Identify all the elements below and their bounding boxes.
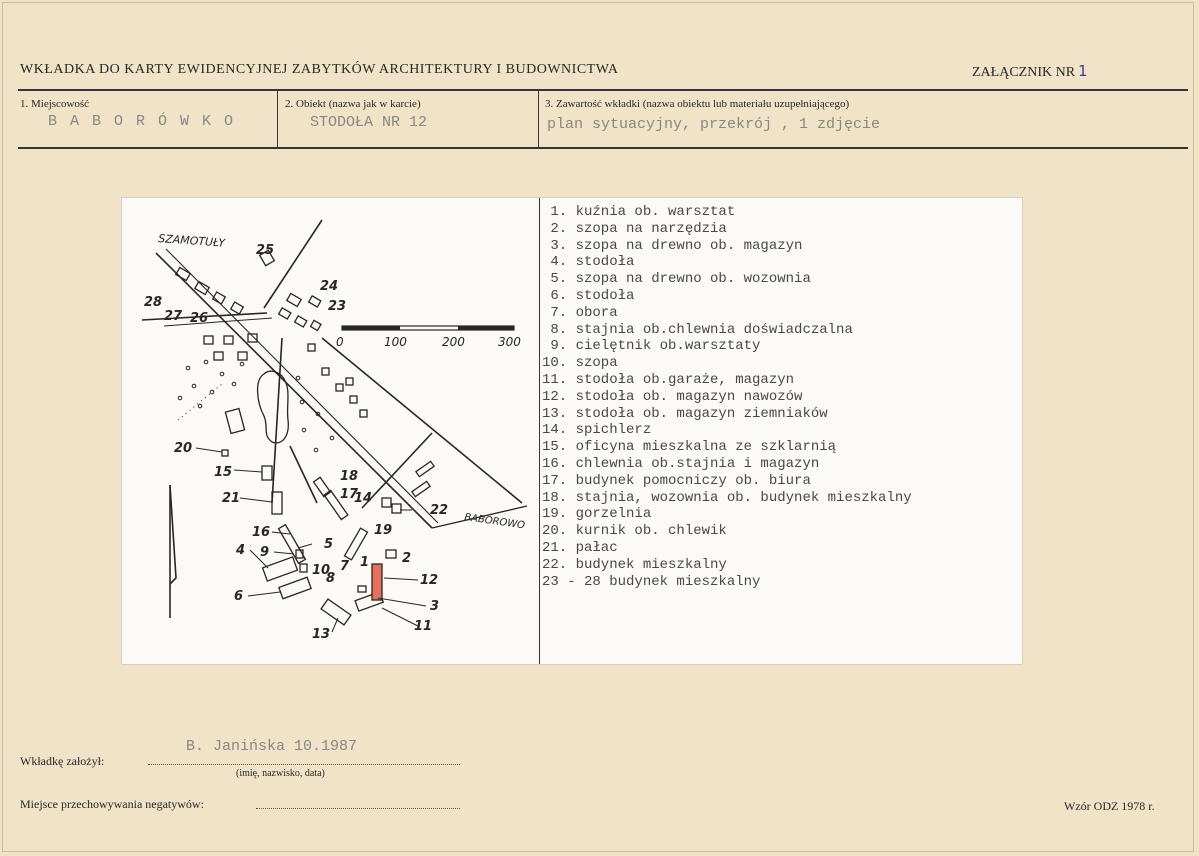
locality-value: B A B O R Ó W K O — [48, 113, 236, 130]
highlighted-barn-12 — [372, 564, 382, 600]
map-number-11: 11 — [414, 619, 433, 634]
legend-item: 16. chlewnia ob.stajnia i magazyn — [542, 455, 820, 472]
legend-item: 7. obora — [542, 304, 618, 321]
content-value: plan sytuacyjny, przekrój , 1 zdjęcie — [547, 116, 881, 133]
content-label: 3. Zawartość wkładki (nazwa obiektu lub materiału uzupełniającego) — [545, 98, 850, 110]
legend-item: 12. stodoła ob. magazyn nawozów — [542, 388, 803, 405]
scale-tick-200: 200 — [442, 335, 465, 349]
map-number-25: 25 — [256, 243, 275, 258]
legend-item: 3. szopa na drewno ob. magazyn — [542, 237, 803, 254]
map-number-24: 24 — [320, 279, 339, 294]
object-label: 2. Obiekt (nazwa jak w karcie) — [285, 98, 421, 110]
map-number-2: 2 — [402, 551, 412, 566]
map-number-4: 4 — [236, 543, 246, 558]
map-number-14: 14 — [354, 491, 373, 506]
map-number-6: 6 — [234, 589, 244, 604]
map-number-20: 20 — [174, 441, 193, 456]
form-code: Wzór ODZ 1978 r. — [1064, 799, 1155, 813]
header-rule — [18, 89, 1188, 91]
map-number-18: 18 — [340, 469, 359, 484]
legend-item: 22. budynek mieszkalny — [542, 556, 727, 573]
legend-item: 4. stodoła — [542, 254, 635, 271]
annex-label-text: ZAŁĄCZNIK NR — [972, 65, 1076, 80]
legend-item: 19. gorzelnia — [542, 506, 652, 523]
legend-item: 10. szopa — [542, 355, 618, 372]
map-number-7: 7 — [340, 559, 350, 574]
fields-bottom-rule — [18, 147, 1188, 149]
map-number-16: 16 — [252, 525, 271, 540]
legend-item: 11. stodoła ob.garaże, magazyn — [542, 371, 795, 388]
map-number-23: 23 — [328, 299, 347, 314]
building-legend — [542, 204, 1012, 590]
map-number-26: 26 — [190, 311, 209, 326]
map-number-15: 15 — [214, 465, 233, 480]
legend-item: 6. stodoła — [542, 287, 635, 304]
map-number-19: 19 — [374, 523, 393, 538]
scale-bar — [342, 326, 514, 330]
legend-item: 5. szopa na drewno ob. wozownia — [542, 271, 811, 288]
legend-item: 15. oficyna mieszkalna ze szklarnią — [542, 439, 837, 456]
label-baborowo: BABOROWO — [463, 512, 526, 532]
legend-item: 20. kurnik ob. chlewik — [542, 523, 727, 540]
map-number-28: 28 — [144, 295, 163, 310]
scale-tick-300: 300 — [498, 335, 521, 349]
map-number-8: 8 — [326, 571, 336, 586]
author-dotted-line — [148, 764, 460, 765]
locality-label: 1. Miejscowość — [20, 98, 90, 110]
field-divider-1 — [277, 90, 278, 147]
site-plan-sheet — [121, 197, 1023, 665]
annex-number: 1 — [1078, 62, 1088, 80]
site-plan-drawing — [122, 198, 542, 664]
negatives-label: Miejsce przechowywania negatywów: — [20, 797, 204, 811]
legend-item: 17. budynek pomocniczy ob. biura — [542, 472, 811, 489]
map-number-13: 13 — [312, 627, 331, 642]
pond-outline — [258, 371, 289, 443]
legend-item: 2. szopa na narzędzia — [542, 220, 727, 237]
legend-item: 23 - 28 budynek mieszkalny — [542, 573, 761, 590]
author-value: B. Janińska 10.1987 — [186, 738, 358, 755]
map-number-21: 21 — [222, 491, 241, 506]
label-szamotuly: SZAMOTUŁY — [157, 232, 226, 250]
legend-item: 18. stajnia, wozownia ob. budynek mieszkalny — [542, 489, 912, 506]
legend-item: 1. kuźnia ob. warsztat — [542, 204, 736, 220]
map-number-5: 5 — [324, 537, 334, 552]
map-number-3: 3 — [430, 599, 440, 614]
map-number-9: 9 — [260, 545, 270, 560]
legend-item: 21. pałac — [542, 539, 618, 556]
map-number-22: 22 — [430, 503, 449, 518]
map-number-10: 10 — [312, 563, 331, 578]
negatives-dotted-line — [256, 808, 460, 809]
field-divider-2 — [538, 90, 539, 147]
map-number-27: 27 — [164, 309, 183, 324]
legend-item: 8. stajnia ob.chlewnia doświadczalna — [542, 321, 853, 338]
legend-item: 9. cielętnik ob.warsztaty — [542, 338, 761, 355]
map-number-1: 1 — [360, 555, 370, 570]
legend-item: 13. stodoła ob. magazyn ziemniaków — [542, 405, 828, 422]
map-legend-divider — [539, 198, 540, 664]
scale-tick-0: 0 — [336, 335, 344, 349]
scale-tick-100: 100 — [384, 335, 407, 349]
author-label: Wkładkę założył: — [20, 754, 105, 768]
annex-label — [972, 62, 1088, 81]
object-value: STODOŁA NR 12 — [310, 114, 428, 131]
map-number-17: 17 — [340, 487, 359, 502]
author-hint: (imię, nazwisko, data) — [236, 768, 325, 779]
map-number-12: 12 — [420, 573, 439, 588]
legend-item: 14. spichlerz — [542, 422, 652, 439]
form-title: WKŁADKA DO KARTY EWIDENCYJNEJ ZABYTKÓW ARCHITEKTURY I BUDOWNICTWA — [20, 62, 619, 77]
